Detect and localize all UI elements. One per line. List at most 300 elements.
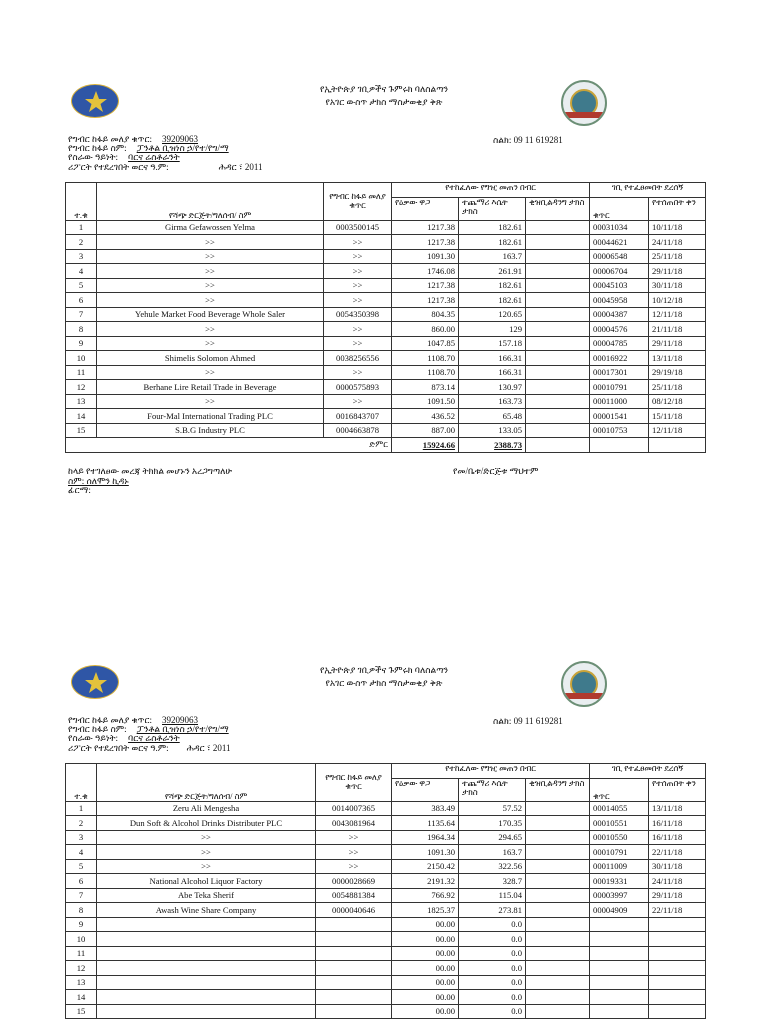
cell-vat: 163.73: [459, 394, 526, 409]
cell-no: 8: [66, 903, 97, 918]
cell-price: 1825.37: [392, 903, 459, 918]
col-receipt-header: ቁጥር: [590, 778, 649, 801]
cell-supplier: >>: [97, 249, 324, 264]
cell-receipt: [590, 932, 649, 947]
cell-receipt: 00019331: [590, 874, 649, 889]
cell-excise: [526, 888, 590, 903]
cell-no: 15: [66, 423, 97, 438]
cell-price: 00.00: [392, 932, 459, 947]
cell-date: 21/11/18: [649, 322, 706, 337]
table-row: [66, 293, 706, 308]
purchase-group-header: የተከፈለው የግዢ መጠን በብር: [392, 764, 590, 779]
table-row: [66, 961, 706, 976]
cell-tin: >>: [324, 336, 392, 351]
cell-price: 1217.38: [392, 220, 459, 235]
cell-excise: [526, 946, 590, 961]
header-title: የኢትዮጵያ ገቢዎችና ጉምሩክ ባለስልጣን: [319, 84, 449, 94]
cell-price: 00.00: [392, 975, 459, 990]
purchase-table-body: [66, 801, 706, 1019]
cell-price: 766.92: [392, 888, 459, 903]
cell-date: [649, 917, 706, 932]
total-vat: 2388.73: [494, 439, 522, 450]
purchase-group-header: የተከፈለው የግዢ መጠን በብር: [392, 183, 590, 198]
cell-excise: [526, 961, 590, 976]
form-page-2: [0, 655, 768, 1024]
col-tin-header: የግብር ከፋይ መለያ ቁጥር: [324, 183, 392, 221]
table-row: [66, 975, 706, 990]
cell-supplier: Abe Teka Sherif: [97, 888, 316, 903]
cell-supplier: >>: [97, 293, 324, 308]
cell-no: 5: [66, 278, 97, 293]
tin-label: የግብር ከፋይ መለያ ቁጥር:: [68, 715, 153, 725]
cell-excise: [526, 903, 590, 918]
cell-supplier: >>: [97, 264, 324, 279]
cell-no: 6: [66, 874, 97, 889]
cell-excise: [526, 801, 590, 816]
cell-vat: 0.0: [459, 975, 526, 990]
cell-receipt: 00045103: [590, 278, 649, 293]
cell-receipt: [590, 975, 649, 990]
cell-excise: [526, 874, 590, 889]
cell-excise: [526, 816, 590, 831]
cell-tin: [316, 1004, 392, 1019]
cell-tin: >>: [324, 264, 392, 279]
table-row: [66, 220, 706, 235]
col-vat-header: ተጨማሪ እሴት ታክስ: [459, 778, 526, 801]
cell-date: 22/11/18: [649, 845, 706, 860]
cell-tin: [316, 975, 392, 990]
cell-excise: [526, 322, 590, 337]
cell-excise: [526, 932, 590, 947]
cell-no: 9: [66, 336, 97, 351]
col-vat-header: ተጨማሪ እሴት ታክስ: [459, 197, 526, 220]
table-row: [66, 1004, 706, 1019]
cell-date: 12/11/18: [649, 423, 706, 438]
table-row: [66, 946, 706, 961]
cell-excise: [526, 278, 590, 293]
cell-price: 00.00: [392, 990, 459, 1005]
cell-vat: 0.0: [459, 946, 526, 961]
purchase-table: [65, 182, 706, 453]
cell-excise: [526, 336, 590, 351]
cell-receipt: 00004576: [590, 322, 649, 337]
cell-receipt: 00003997: [590, 888, 649, 903]
cell-price: 00.00: [392, 917, 459, 932]
cell-tin: 0004663878: [324, 423, 392, 438]
table-row: [66, 249, 706, 264]
cell-no: 7: [66, 888, 97, 903]
table-row: [66, 903, 706, 918]
table-row: [66, 394, 706, 409]
cell-excise: [526, 859, 590, 874]
table-row: [66, 365, 706, 380]
cell-tin: >>: [324, 278, 392, 293]
cell-excise: [526, 351, 590, 366]
cell-price: 2191.32: [392, 874, 459, 889]
table-row: [66, 874, 706, 889]
cell-price: 00.00: [392, 1004, 459, 1019]
tin-value: 39209063: [162, 134, 199, 144]
name-value: ፓንቶል ቢዝነስ ኃ/የተ/የግ/ማ: [136, 143, 229, 154]
cell-receipt: 00010753: [590, 423, 649, 438]
cell-supplier: Zeru Ali Mengesha: [97, 801, 316, 816]
cell-no: 11: [66, 946, 97, 961]
cell-no: 11: [66, 365, 97, 380]
table-row: [66, 409, 706, 424]
col-excise-header: ቂዝቢልዳንግ ታክስ: [526, 197, 590, 220]
table-row: [66, 845, 706, 860]
cell-tin: 0000028669: [316, 874, 392, 889]
cell-price: 383.49: [392, 801, 459, 816]
cell-vat: 294.65: [459, 830, 526, 845]
cell-date: 13/11/18: [649, 801, 706, 816]
cell-no: 6: [66, 293, 97, 308]
cell-vat: 328.7: [459, 874, 526, 889]
cell-tin: [316, 961, 392, 976]
cell-vat: 322.56: [459, 859, 526, 874]
cell-no: 3: [66, 249, 97, 264]
cell-supplier: [97, 946, 316, 961]
cell-supplier: National Alcohol Liquor Factory: [97, 874, 316, 889]
cell-tin: [316, 946, 392, 961]
cell-date: 25/11/18: [649, 380, 706, 395]
cell-date: 24/11/18: [649, 235, 706, 250]
cell-receipt: 00010791: [590, 380, 649, 395]
cell-vat: 65.48: [459, 409, 526, 424]
cell-price: 804.35: [392, 307, 459, 322]
cell-date: 29/19/18: [649, 365, 706, 380]
cell-date: 10/12/18: [649, 293, 706, 308]
table-row: [66, 380, 706, 395]
cell-receipt: [590, 990, 649, 1005]
table-row: [66, 917, 706, 932]
table-row: [66, 307, 706, 322]
purchase-table-body: [66, 220, 706, 438]
business-value: ባርና ሬስቶራንት: [128, 152, 180, 163]
cell-date: 22/11/18: [649, 903, 706, 918]
cell-date: 12/11/18: [649, 307, 706, 322]
col-date-header: የተሰጠበት ቀን: [649, 778, 706, 801]
table-row: [66, 830, 706, 845]
cell-date: [649, 975, 706, 990]
cell-excise: [526, 409, 590, 424]
cell-receipt: 00006548: [590, 249, 649, 264]
cell-receipt: [590, 961, 649, 976]
cell-receipt: 00011000: [590, 394, 649, 409]
cell-no: 12: [66, 380, 97, 395]
col-supplier-header: የሻጭ ድርጅት/ግለሰብ/ ስም: [97, 183, 324, 221]
cell-date: [649, 990, 706, 1005]
cell-receipt: 00004909: [590, 903, 649, 918]
cell-vat: 0.0: [459, 917, 526, 932]
cell-date: [649, 1004, 706, 1019]
cell-tin: 0038256556: [324, 351, 392, 366]
cell-date: 29/11/18: [649, 888, 706, 903]
cell-price: 00.00: [392, 946, 459, 961]
taxpayer-info: [68, 716, 231, 753]
col-price-header: የዕቃው ዋጋ: [392, 197, 459, 220]
cell-supplier: >>: [97, 830, 316, 845]
table-row: [66, 990, 706, 1005]
cell-price: 1217.38: [392, 235, 459, 250]
cell-receipt: 00017301: [590, 365, 649, 380]
cell-price: 873.14: [392, 380, 459, 395]
cell-vat: 0.0: [459, 961, 526, 976]
header-subtitle: የአገር ውስጥ ታክስ ማስታወቂያ ቅጽ: [325, 678, 443, 688]
cell-vat: 57.52: [459, 801, 526, 816]
cell-price: 1047.85: [392, 336, 459, 351]
phone-number: ስልክ: 09 11 619281: [493, 716, 563, 726]
header-title: የኢትዮጵያ ገቢዎችና ጉምሩክ ባለስልጣን: [319, 665, 449, 675]
cell-vat: 273.81: [459, 903, 526, 918]
cell-excise: [526, 380, 590, 395]
receipt-group-header: ገቢ የተፈፀመበት ደረሰኝ: [590, 183, 706, 198]
header-subtitle: የአገር ውስጥ ታክስ ማስታወቂያ ቅጽ: [325, 97, 443, 107]
cell-tin: >>: [324, 365, 392, 380]
cell-vat: 133.05: [459, 423, 526, 438]
cell-no: 8: [66, 322, 97, 337]
cell-no: 14: [66, 990, 97, 1005]
period-value: ሕዳር ፣ 2011: [218, 161, 263, 172]
cell-vat: 170.35: [459, 816, 526, 831]
cell-date: 16/11/18: [649, 830, 706, 845]
cell-no: 5: [66, 859, 97, 874]
cell-price: 436.52: [392, 409, 459, 424]
cell-receipt: 00011009: [590, 859, 649, 874]
cell-excise: [526, 235, 590, 250]
name-value: ፓንቶል ቢዝነስ ኃ/የተ/የግ/ማ: [136, 724, 229, 735]
cell-vat: 182.61: [459, 278, 526, 293]
cell-excise: [526, 307, 590, 322]
business-label: የስራው ዓይነት:: [68, 733, 119, 744]
cell-vat: 0.0: [459, 1004, 526, 1019]
cell-supplier: [97, 1004, 316, 1019]
cell-date: 30/11/18: [649, 859, 706, 874]
cell-price: 887.00: [392, 423, 459, 438]
cell-supplier: [97, 932, 316, 947]
cell-excise: [526, 394, 590, 409]
cell-receipt: 00016922: [590, 351, 649, 366]
cell-price: 1091.50: [392, 394, 459, 409]
cell-supplier: Awash Wine Share Company: [97, 903, 316, 918]
cell-receipt: 00031034: [590, 220, 649, 235]
col-price-header: የዕቃው ዋጋ: [392, 778, 459, 801]
total-price: 15924.66: [422, 439, 455, 450]
cell-tin: 0000040646: [316, 903, 392, 918]
cell-tin: >>: [316, 830, 392, 845]
table-row: [66, 859, 706, 874]
cell-tin: 0000575893: [324, 380, 392, 395]
col-date-header: የተሰጠበት ቀን: [649, 197, 706, 220]
cell-excise: [526, 1004, 590, 1019]
taxpayer-info: [68, 135, 263, 172]
cell-no: 7: [66, 307, 97, 322]
cell-supplier: Dun Soft & Alcohol Drinks Distributer PLC: [97, 816, 316, 831]
col-tin-header: የግብር ከፋይ መለያ ቁጥር: [316, 764, 392, 802]
cell-no: 1: [66, 801, 97, 816]
table-row: [66, 816, 706, 831]
cell-price: 1746.08: [392, 264, 459, 279]
cell-date: 13/11/18: [649, 351, 706, 366]
cell-tin: 0054350398: [324, 307, 392, 322]
cell-excise: [526, 845, 590, 860]
cell-vat: 261.91: [459, 264, 526, 279]
cell-date: [649, 932, 706, 947]
business-value: ባርና ሬስቶራንት: [128, 733, 180, 744]
cell-no: 3: [66, 830, 97, 845]
cell-receipt: 00004785: [590, 336, 649, 351]
cell-supplier: >>: [97, 336, 324, 351]
cell-excise: [526, 220, 590, 235]
cell-no: 14: [66, 409, 97, 424]
cell-receipt: 00006704: [590, 264, 649, 279]
cell-no: 10: [66, 351, 97, 366]
cell-date: 24/11/18: [649, 874, 706, 889]
period-value: ሕዳር ፣ 2011: [186, 742, 231, 753]
declaration: [68, 467, 232, 496]
cell-date: 29/11/18: [649, 264, 706, 279]
cell-tin: 0016843707: [324, 409, 392, 424]
cell-date: 15/11/18: [649, 409, 706, 424]
table-row: [66, 351, 706, 366]
cell-no: 2: [66, 816, 97, 831]
period-label: ሪፖርት የተደረገበት ወርና ዓ.ም:: [68, 161, 169, 172]
cell-vat: 0.0: [459, 932, 526, 947]
cell-vat: 166.31: [459, 351, 526, 366]
cell-supplier: Berhane Lire Retail Trade in Beverage: [97, 380, 324, 395]
table-row: [66, 423, 706, 438]
cell-vat: 182.61: [459, 293, 526, 308]
cell-vat: 120.65: [459, 307, 526, 322]
cell-date: 16/11/18: [649, 816, 706, 831]
cell-tin: 0003500145: [324, 220, 392, 235]
cell-tin: >>: [324, 322, 392, 337]
cell-price: 1964.34: [392, 830, 459, 845]
table-row: [66, 336, 706, 351]
cell-price: 1217.38: [392, 293, 459, 308]
cell-supplier: [97, 975, 316, 990]
cell-tin: 0014007365: [316, 801, 392, 816]
cell-tin: 0054881384: [316, 888, 392, 903]
cell-date: 29/11/18: [649, 336, 706, 351]
cell-no: 4: [66, 845, 97, 860]
cell-supplier: S.B.G Industry PLC: [97, 423, 324, 438]
table-row: [66, 264, 706, 279]
cell-no: 1: [66, 220, 97, 235]
cell-tin: [316, 917, 392, 932]
cell-supplier: >>: [97, 859, 316, 874]
cell-receipt: 00001541: [590, 409, 649, 424]
cell-supplier: Four-Mal International Trading PLC: [97, 409, 324, 424]
cell-tin: >>: [324, 249, 392, 264]
cell-price: 1108.70: [392, 351, 459, 366]
cell-no: 13: [66, 394, 97, 409]
cell-supplier: >>: [97, 365, 324, 380]
cell-tin: >>: [324, 293, 392, 308]
cell-excise: [526, 990, 590, 1005]
cell-no: 2: [66, 235, 97, 250]
cell-date: 25/11/18: [649, 249, 706, 264]
cell-tin: 0043081964: [316, 816, 392, 831]
tin-label: የግብር ከፋይ መለያ ቁጥር:: [68, 134, 153, 144]
cell-tin: >>: [316, 845, 392, 860]
cell-date: 08/12/18: [649, 394, 706, 409]
tin-value: 39209063: [162, 715, 199, 725]
cell-date: [649, 946, 706, 961]
cell-vat: 115.04: [459, 888, 526, 903]
cell-tin: >>: [324, 235, 392, 250]
cell-supplier: >>: [97, 235, 324, 250]
cell-vat: 157.18: [459, 336, 526, 351]
period-label: ሪፖርት የተደረገበት ወርና ዓ.ም:: [68, 742, 169, 753]
cell-excise: [526, 249, 590, 264]
cell-price: 1108.70: [392, 365, 459, 380]
cell-no: 9: [66, 917, 97, 932]
name-label: የግብር ከፋይ ስም:: [68, 724, 127, 735]
purchase-table: [65, 763, 706, 1019]
cell-no: 4: [66, 264, 97, 279]
col-no-header: ተ.ቁ: [66, 764, 97, 802]
receipt-group-header: ገቢ የተፈፀመበት ደረሰኝ: [590, 764, 706, 779]
cell-receipt: 00004387: [590, 307, 649, 322]
cell-receipt: 00045958: [590, 293, 649, 308]
cell-no: 12: [66, 961, 97, 976]
cell-excise: [526, 917, 590, 932]
col-receipt-header: ቁጥር: [590, 197, 649, 220]
cell-receipt: 00010551: [590, 816, 649, 831]
cell-supplier: >>: [97, 394, 324, 409]
table-row: [66, 322, 706, 337]
cell-tin: [316, 932, 392, 947]
cell-vat: 0.0: [459, 990, 526, 1005]
cell-receipt: 00044621: [590, 235, 649, 250]
cell-price: 860.00: [392, 322, 459, 337]
cell-price: 00.00: [392, 961, 459, 976]
cell-price: 1135.64: [392, 816, 459, 831]
cell-receipt: 00010550: [590, 830, 649, 845]
cell-tin: [316, 990, 392, 1005]
cell-price: 2150.42: [392, 859, 459, 874]
cell-receipt: 00010791: [590, 845, 649, 860]
table-row: [66, 888, 706, 903]
cell-supplier: >>: [97, 845, 316, 860]
cell-vat: 166.31: [459, 365, 526, 380]
col-supplier-header: የሻጭ ድርጅት/ግለሰብ/ ስም: [97, 764, 316, 802]
cell-supplier: Shimelis Solomon Ahmed: [97, 351, 324, 366]
declarant-name: ስም: ሰለሞን ኪዳኑ: [68, 475, 129, 486]
cell-vat: 129: [459, 322, 526, 337]
table-row: [66, 235, 706, 250]
cell-excise: [526, 264, 590, 279]
cell-vat: 130.97: [459, 380, 526, 395]
cell-vat: 182.61: [459, 235, 526, 250]
total-label: ድምር: [66, 438, 392, 453]
cell-supplier: >>: [97, 322, 324, 337]
stamp-label: የመ/ቤቱ/ድርጅቱ ማህተም: [453, 466, 539, 476]
table-row: [66, 278, 706, 293]
table-row: [66, 932, 706, 947]
phone-number: ስልክ: 09 11 619281: [493, 135, 563, 145]
cell-supplier: [97, 990, 316, 1005]
name-label: የግብር ከፋይ ስም:: [68, 143, 127, 154]
cell-tin: >>: [316, 859, 392, 874]
cell-excise: [526, 830, 590, 845]
cell-no: 10: [66, 932, 97, 947]
cell-date: 10/11/18: [649, 220, 706, 235]
cell-date: 30/11/18: [649, 278, 706, 293]
signature-label: ፊርማ:: [68, 485, 91, 495]
cell-date: [649, 961, 706, 976]
